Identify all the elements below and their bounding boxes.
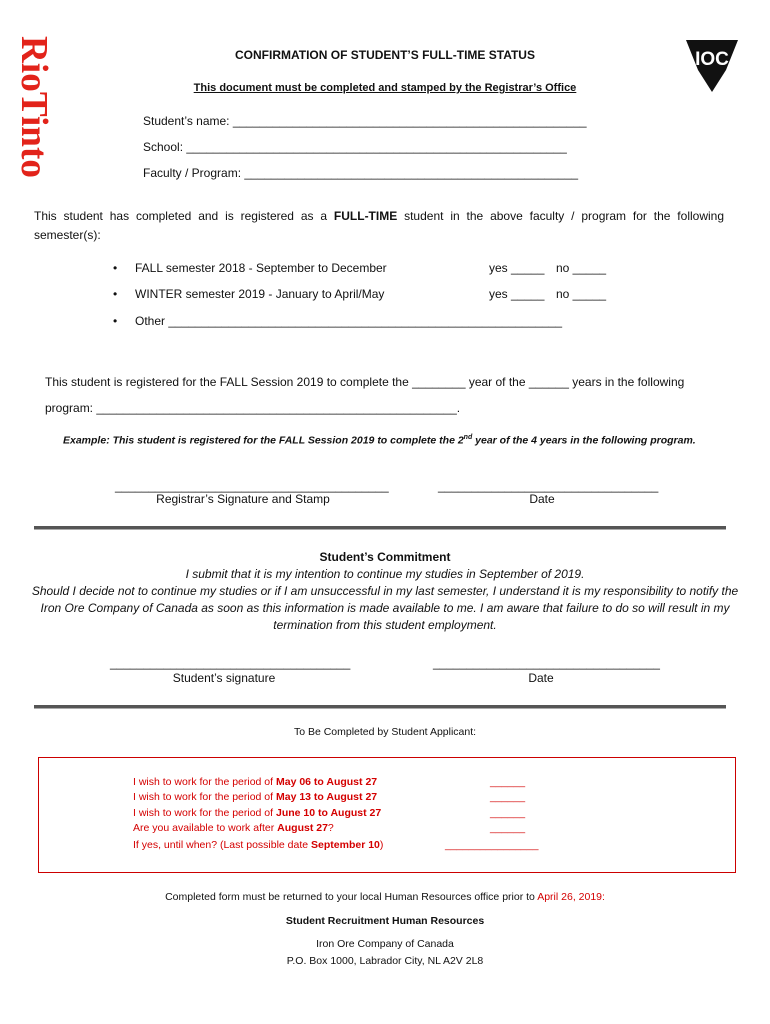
faculty-program-field[interactable]: Faculty / Program: __________________________________________________ [143, 166, 579, 180]
divider [34, 526, 726, 530]
availability-line [133, 839, 383, 851]
semester-no[interactable]: no _____ [556, 287, 607, 301]
availability-text: I wish to work for the period of [133, 807, 276, 819]
availability-text: I wish to work for the period of [133, 791, 276, 803]
page-subtitle: This document must be completed and stamped by the Registrar’s Office [193, 82, 577, 94]
commitment-title: Student’s Commitment [319, 550, 451, 564]
applicant-heading: To Be Completed by Student Applicant: [293, 726, 477, 738]
availability-answer[interactable]: ______ [490, 791, 526, 803]
intro-text-before: This student has completed and is registered as a [34, 209, 334, 223]
availability-text: Are you available to work after [133, 822, 278, 834]
availability-period: June 10 to August 27 [275, 807, 382, 819]
semester-item [113, 314, 563, 328]
registrar-date-line[interactable]: _________________________________ [438, 479, 659, 493]
availability-period: May 06 to August 27 [275, 776, 378, 788]
semester-yes[interactable]: yes _____ [489, 287, 545, 301]
footer-department: Student Recruitment Human Resources [285, 915, 485, 927]
availability-answer[interactable]: ______ [490, 776, 526, 788]
semester-no[interactable]: no _____ [556, 261, 607, 275]
bullet: • [113, 261, 118, 275]
bullet: • [113, 287, 118, 301]
registrar-signature-line[interactable]: _________________________________________ [115, 479, 389, 493]
availability-text: I wish to work for the period of [133, 776, 276, 788]
availability-suffix: ? [327, 822, 334, 834]
availability-period: May 13 to August 27 [275, 791, 378, 803]
semester-item [113, 261, 387, 275]
availability-answer[interactable]: ________________ [445, 839, 539, 851]
page-title: CONFIRMATION OF STUDENT’S FULL-TIME STATUS [235, 48, 535, 62]
availability-line [133, 791, 377, 803]
availability-line [133, 822, 334, 834]
availability-answer[interactable]: ______ [490, 822, 526, 834]
student-name-field[interactable]: Student’s name: _____________________________________________________ [143, 114, 587, 128]
availability-text: If yes, until when? (Last possible date [133, 839, 312, 851]
semester-label: WINTER semester 2019 - January to April/May [135, 287, 385, 301]
availability-suffix: ) [379, 839, 384, 851]
return-deadline: April 26, 2019: [537, 891, 605, 903]
example-sup: nd [463, 434, 473, 441]
student-signature-line[interactable]: ____________________________________ [110, 656, 351, 670]
semester-label: FALL semester 2018 - September to December [135, 261, 387, 275]
footer-address: P.O. Box 1000, Labrador City, NL A2V 2L8 [286, 955, 484, 967]
availability-answer[interactable]: ______ [490, 807, 526, 819]
student-signature-label: Student’s signature [172, 671, 276, 685]
semester-other-field[interactable]: Other ___________________________________________________________ [135, 314, 563, 328]
availability-line [133, 807, 381, 819]
example-text [63, 434, 696, 447]
divider [34, 705, 726, 709]
session-line-1[interactable]: This student is registered for the FALL Session 2019 to complete the ________ year of the ______ years in the following [45, 375, 685, 389]
availability-period: September 10 [311, 839, 380, 851]
example-before: Example: This student is registered for the FALL Session 2019 to complete the 2 [63, 434, 464, 447]
commitment-line-1: I submit that it is my intention to continue my studies in September of 2019. [185, 567, 585, 581]
availability-line [133, 776, 377, 788]
commitment-line-2: Should I decide not to continue my studies or if I am unsuccessful in my last semester, I understand it is my responsibility to notify the Iron Ore Company of Canada as soon as this information is made available to me. I am aware that failure to do so will result in my termination from this student employment. [31, 584, 739, 632]
intro-paragraph [34, 207, 724, 245]
footer-company: Iron Ore Company of Canada [316, 938, 454, 950]
session-line-2[interactable]: program: ______________________________________________________. [45, 401, 461, 415]
ioc-logo-text: IOC [695, 49, 729, 70]
semester-item [113, 287, 385, 301]
school-field[interactable]: School: _________________________________________________________ [143, 140, 567, 154]
registrar-date-label: Date [529, 492, 555, 506]
intro-text-after: student in the above faculty / program for the following semester(s): [34, 209, 725, 242]
registrar-signature-label: Registrar’s Signature and Stamp [156, 492, 330, 506]
bullet: • [113, 314, 118, 328]
student-date-line[interactable]: __________________________________ [433, 656, 660, 670]
example-after: year of the 4 years in the following program. [472, 434, 696, 447]
availability-period: August 27 [277, 822, 328, 834]
return-instruction [0, 891, 770, 903]
semester-yes[interactable]: yes _____ [489, 261, 545, 275]
rio-tinto-logo-text: RioTinto [13, 36, 55, 182]
intro-text-bold: FULL-TIME [333, 209, 398, 223]
return-text: Completed form must be returned to your local Human Resources office prior to [165, 891, 538, 903]
student-date-label: Date [528, 671, 554, 685]
